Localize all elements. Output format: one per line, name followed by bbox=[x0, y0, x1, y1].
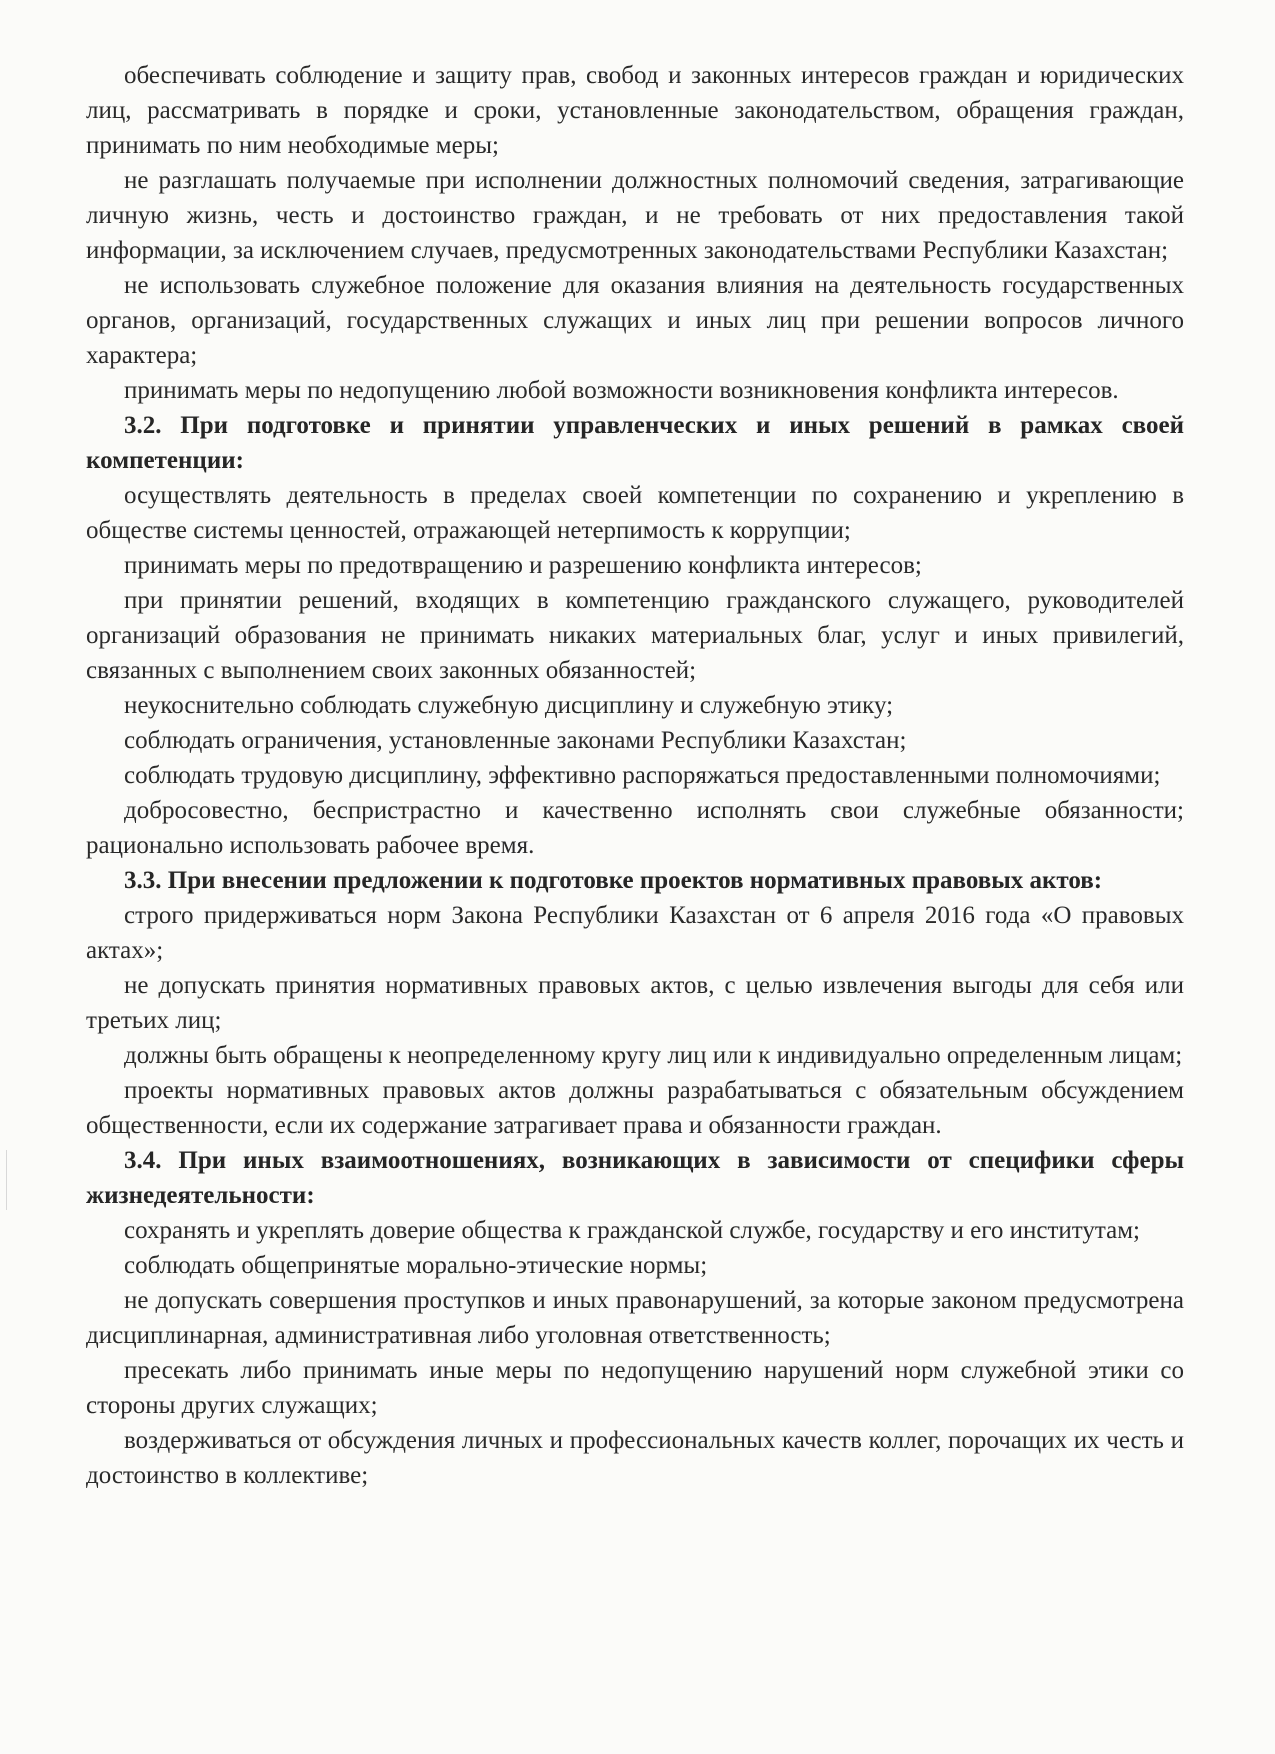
paragraph: при принятии решений, входящих в компетенцию гражданского служащего, руководителей организаций образования не принимать никаких материальных благ, услуг и иных привилегий, связанных с выполнением своих законных обязанностей; bbox=[86, 587, 1184, 684]
paragraph: строго придерживаться норм Закона Республики Казахстан от 6 апреля 2016 года «О правовых актах»; bbox=[86, 902, 1184, 964]
paragraph: обеспечивать соблюдение и защиту прав, свобод и законных интересов граждан и юридических лиц, рассматривать в порядке и сроки, установленные законодательством, обращения граждан, принимать по ним необходимые меры; bbox=[86, 62, 1184, 159]
paragraph: воздерживаться от обсуждения личных и профессиональных качеств коллег, порочащих их честь и достоинство в коллективе; bbox=[86, 1427, 1184, 1489]
paragraph: не допускать принятия нормативных правовых актов, с целью извлечения выгоды для себя или третьих лиц; bbox=[86, 972, 1184, 1034]
paragraph: не использовать служебное положение для оказания влияния на деятельность государственных органов, организаций, государственных служащих и иных лиц при решении вопросов личного характера; bbox=[86, 272, 1184, 369]
document-page bbox=[86, 58, 1184, 1493]
paragraph: должны быть обращены к неопределенному кругу лиц или к индивидуально определенным лицам; bbox=[124, 1042, 1183, 1069]
paragraph: не допускать совершения проступков и иных правонарушений, за которые законом предусмотрена дисциплинарная, административная либо уголовная ответственность; bbox=[86, 1287, 1184, 1349]
paragraph: проекты нормативных правовых актов должны разрабатываться с обязательным обсуждением общественности, если их содержание затрагивает права и обязанности граждан. bbox=[86, 1077, 1184, 1139]
section-heading-3-2: 3.2. При подготовке и принятии управленческих и иных решений в рамках своей компетенции: bbox=[86, 412, 1184, 474]
paragraph: принимать меры по недопущению любой возможности возникновения конфликта интересов. bbox=[124, 377, 1119, 404]
paragraph: добросовестно, беспристрастно и качественно исполнять свои служебные обязанности; рационально использовать рабочее время. bbox=[86, 797, 1184, 859]
paragraph: не разглашать получаемые при исполнении должностных полномочий сведения, затрагивающие личную жизнь, честь и достоинство граждан, и не требовать от них предоставления такой информации, за исключением случаев, предусмотренных законодательствами Республики Казахстан; bbox=[86, 167, 1184, 264]
section-heading-3-3: 3.3. При внесении предложении к подготовке проектов нормативных правовых актов: bbox=[124, 867, 1103, 894]
paragraph: соблюдать ограничения, установленные законами Республики Казахстан; bbox=[124, 727, 907, 754]
paragraph: пресекать либо принимать иные меры по недопущению нарушений норм служебной этики со стороны других служащих; bbox=[86, 1357, 1184, 1419]
scan-edge-mark bbox=[0, 1150, 7, 1210]
paragraph: принимать меры по предотвращению и разрешению конфликта интересов; bbox=[124, 552, 922, 579]
paragraph: осуществлять деятельность в пределах своей компетенции по сохранению и укреплению в обществе системы ценностей, отражающей нетерпимость к коррупции; bbox=[86, 482, 1184, 544]
paragraph: неукоснительно соблюдать служебную дисциплину и служебную этику; bbox=[124, 692, 894, 719]
paragraph: соблюдать трудовую дисциплину, эффективно распоряжаться предоставленными полномочиями; bbox=[124, 762, 1161, 789]
section-heading-3-4: 3.4. При иных взаимоотношениях, возникающих в зависимости от специфики сферы жизнедеятельности: bbox=[86, 1147, 1184, 1209]
paragraph: сохранять и укреплять доверие общества к гражданской службе, государству и его институтам; bbox=[124, 1217, 1140, 1244]
paragraph: соблюдать общепринятые морально-этические нормы; bbox=[124, 1252, 708, 1279]
